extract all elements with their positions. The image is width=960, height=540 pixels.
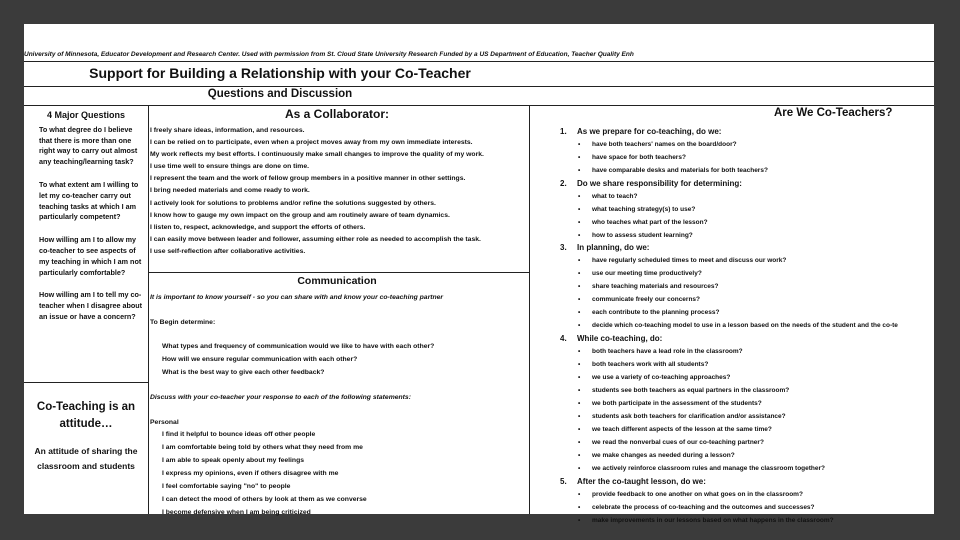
major-question: To what degree do I believe that there is more than one right way to carry out almost any teaching/learning task? xyxy=(39,124,138,167)
checklist-item: • we use a variety of co-teaching approaches? xyxy=(592,374,730,381)
collaborator-heading: As a Collaborator: xyxy=(284,107,389,121)
communication-intro: It is important to know yourself - so you can share with and know your co-teaching partner xyxy=(150,294,444,301)
section-question: As we prepare for co-teaching, do we: xyxy=(577,127,722,136)
statement: I find it helpful to bounce ideas off other people xyxy=(162,431,316,438)
communication-question: What is the best way to give each other feedback? xyxy=(162,369,325,376)
page-title: Support for Building a Relationship with your Co-Teacher xyxy=(89,65,471,81)
collaborator-line: My work reflects my best efforts. I continuously make small changes to improve the quality of my work. xyxy=(150,151,484,159)
checklist-item: • students ask both teachers for clarification and/or assistance? xyxy=(592,413,786,420)
checklist-item: • both teachers have a lead role in the classroom? xyxy=(592,348,743,355)
checklist-item: • we make changes as needed during a lesson? xyxy=(592,452,735,459)
checklist-item: • what teaching strategy(s) to use? xyxy=(592,206,695,213)
coteachers-heading: Are We Co-Teachers? xyxy=(774,107,893,119)
section-question: While co-teaching, do: xyxy=(577,334,663,343)
statement: I express my opinions, even if others disagree with me xyxy=(162,470,339,477)
statement: I feel comfortable saying "no" to people xyxy=(162,483,291,490)
communication-heading: Communication xyxy=(297,275,377,287)
checklist-item: • we read the nonverbal cues of our co-teaching partner? xyxy=(592,439,764,446)
discuss-label: Discuss with your co-teacher your response to each of the following statements: xyxy=(150,394,411,401)
section-question: In planning, do we: xyxy=(577,243,650,252)
statement: I can detect the mood of others by look at them as we converse xyxy=(162,496,367,503)
collaborator-line: I represent the team and the work of fellow group members in a positive manner in other settings. xyxy=(150,175,466,183)
credit-line: University of Minnesota, Educator Development and Research Center. Used with permission from St. Cloud State University Research Funded by a US Department of Education, Teacher Quality Enh xyxy=(24,51,634,58)
section-number: 5. xyxy=(560,477,567,486)
checklist-item: • what to teach? xyxy=(592,193,638,200)
major-question: To what extent am I willing to let my co-teacher carry out teaching tasks at which I am particularly competent? xyxy=(39,179,139,222)
major-question: How willing am I to tell my co-teacher when I disagree about an issue or have a concern? xyxy=(39,290,143,321)
document-page xyxy=(24,24,934,524)
statement: I am able to speak openly about my feelings xyxy=(162,457,305,464)
collaborator-section xyxy=(150,107,524,258)
collaborator-line: I can easily move between leader and follower, assuming either role as needed to accomplish the task. xyxy=(150,235,481,243)
begin-label: To Begin determine: xyxy=(150,319,216,326)
coteachers-section xyxy=(554,107,934,524)
checklist-item: • share teaching materials and resources? xyxy=(592,283,718,290)
collaborator-line: I freely share ideas, information, and resources. xyxy=(150,127,305,134)
collaborator-line: I listen to, respect, acknowledge, and support the efforts of others. xyxy=(150,223,366,231)
subtitle-row xyxy=(24,85,934,106)
checklist-item: • decide which co-teaching model to use in a lesson based on the needs of the student and the co-te xyxy=(592,322,898,329)
collaborator-line: I use self-reflection after collaborative activities. xyxy=(150,247,306,255)
communication-section xyxy=(150,275,524,516)
divider-attitude xyxy=(24,382,148,383)
checklist-item: • have both teachers' names on the board/door? xyxy=(592,141,737,148)
major-question: How willing am I to allow my co-teacher to see aspects of my teaching in which I am not particularly comfortable? xyxy=(39,235,142,277)
section-number: 4. xyxy=(560,334,567,343)
checklist-item: • make improvements in our lessons based on what happens in the classroom? xyxy=(592,517,834,524)
checklist-item: • who teaches what part of the lesson? xyxy=(592,219,708,226)
title-row xyxy=(24,61,934,87)
section-question: Do we share responsibility for determining: xyxy=(577,179,742,188)
checklist-item: • use our meeting time productively? xyxy=(592,270,702,277)
attitude-heading-1: Co-Teaching is an xyxy=(36,401,136,413)
checklist-item: • provide feedback to one another on what goes on in the classroom? xyxy=(592,491,803,498)
attitude-heading-2: attitude… xyxy=(59,418,113,430)
section-number: 3. xyxy=(560,243,567,252)
checklist-item: • we actively reinforce classroom rules and manage the classroom together? xyxy=(592,465,825,472)
checklist-item: • communicate freely our concerns? xyxy=(592,296,700,303)
collaborator-line: I can be relied on to participate, even when a project moves away from my own immediate interests. xyxy=(150,139,473,147)
attitude-box xyxy=(24,399,148,474)
collaborator-line: I use time well to ensure things are done on time. xyxy=(150,163,310,171)
checklist-item: • we both participate in the assessment of the students? xyxy=(592,400,762,407)
section-number: 1. xyxy=(560,127,567,136)
section-question: After the co-taught lesson, do we: xyxy=(577,477,706,486)
statement: I become defensive when I am being criticized xyxy=(162,509,311,516)
checklist-item: • have space for both teachers? xyxy=(592,154,686,161)
section-number: 2. xyxy=(560,179,567,188)
column-divider-left xyxy=(148,105,149,514)
major-questions-heading: 4 Major Questions xyxy=(47,110,126,120)
checklist-item: • we teach different aspects of the lesson at the same time? xyxy=(592,426,772,433)
attitude-text: An attitude of sharing the classroom and students xyxy=(34,446,138,471)
communication-question: How will we ensure regular communication with each other? xyxy=(162,356,358,363)
checklist-item: • have regularly scheduled times to meet and discuss our work? xyxy=(592,257,786,264)
personal-label: Personal xyxy=(150,419,179,426)
checklist-item: • have comparable desks and materials for both teachers? xyxy=(592,167,768,174)
checklist-item: • both teachers work with all students? xyxy=(592,361,708,368)
page-subtitle: Questions and Discussion xyxy=(207,88,353,100)
checklist-item: • students see both teachers as equal partners in the classroom? xyxy=(592,387,789,394)
major-questions xyxy=(39,110,144,335)
checklist-item: • how to assess student learning? xyxy=(592,232,693,239)
divider-communication xyxy=(148,272,529,273)
collaborator-line: I actively look for solutions to problems and/or refine the solutions suggested by others. xyxy=(150,199,436,207)
statement: I am comfortable being told by others what they need from me xyxy=(162,444,363,451)
checklist-item: • celebrate the process of co-teaching and the outcomes and successes? xyxy=(592,504,815,511)
collaborator-line: I know how to gauge my own impact on the group and am routinely aware of team dynamics. xyxy=(150,211,450,219)
communication-question: What types and frequency of communication would we like to have with each other? xyxy=(162,343,435,350)
column-divider-right xyxy=(529,105,530,514)
collaborator-line: I bring needed materials and come ready to work. xyxy=(150,187,310,195)
checklist-item: • each contribute to the planning process? xyxy=(592,309,720,316)
